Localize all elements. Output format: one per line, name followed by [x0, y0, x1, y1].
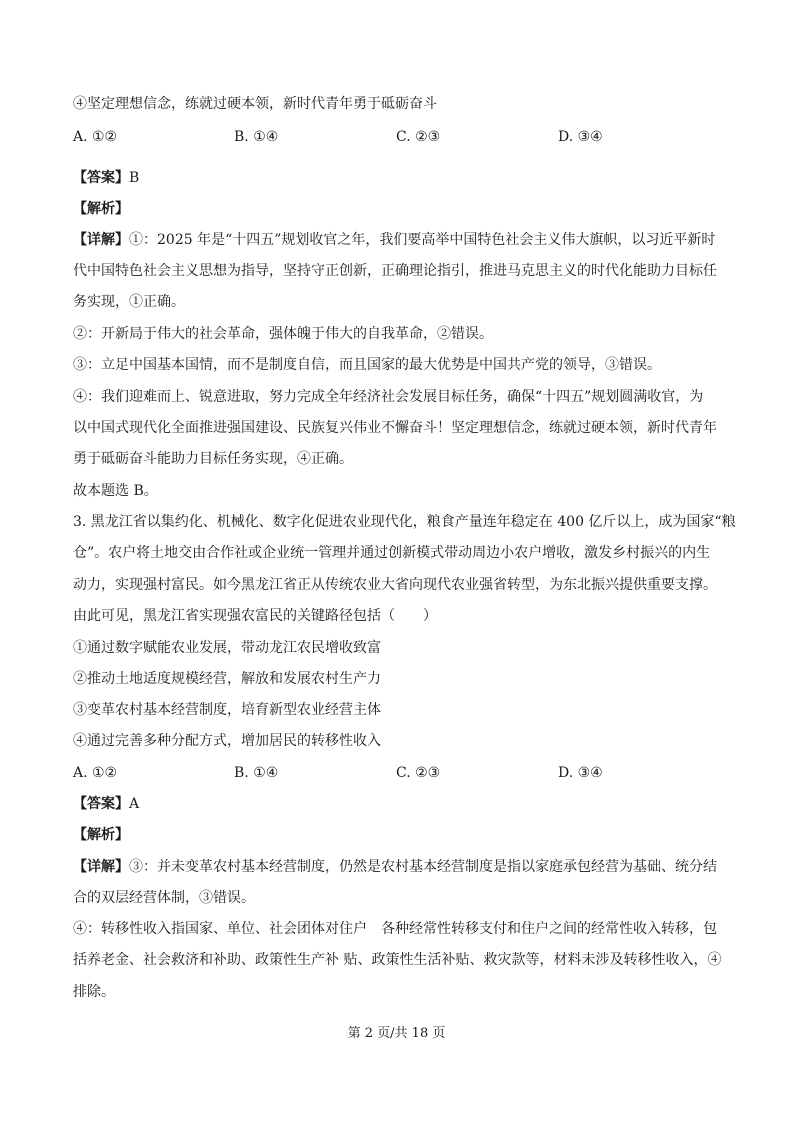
- q3-analysis-heading: 【解析】: [73, 827, 129, 843]
- q2-option-c: C. ②③: [396, 129, 441, 145]
- q3-detail-line: 合的双层经营体制，③错误。: [73, 890, 255, 906]
- q3-option-b: B. ①④: [234, 765, 279, 781]
- q2-detail-line: 以中国式现代化全面推进强国建设、民族复兴伟业不懈奋斗！坚定理想信念，练就过硬本领，新时代青年: [73, 420, 717, 436]
- q2-detail-line: ③：立足中国基本国情，而不是制度自信，而且国家的最大优势是中国共产党的领导，③错误。: [73, 357, 661, 373]
- page-footer: 第 2 页/共 18 页: [347, 1026, 446, 1041]
- detail-tag: 【详解】: [73, 859, 129, 875]
- q2-analysis-heading: 【解析】: [73, 201, 129, 217]
- q3-stem-line: 仓”。农户将土地交由合作社或企业统一管理并通过创新模式带动周边小农户增收，激发乡村振兴的内生: [73, 545, 711, 561]
- q3-statement-1: ①通过数字赋能农业发展，带动龙江农民增收致富: [73, 640, 381, 656]
- q2-detail-line: ②：开新局于伟大的社会革命，强体魄于伟大的自我革命，②错误。: [73, 326, 493, 342]
- q3-stem-line: 3. 黑龙江省以集约化、机械化、数字化促进农业现代化，粮食产量连年稳定在 400 亿斤以上，成为国家“粮: [73, 514, 736, 530]
- q2-options: [73, 127, 723, 147]
- q3-option-a: A. ①②: [73, 765, 118, 781]
- q3-options: [73, 763, 723, 783]
- q3-answer: [73, 794, 723, 814]
- q3-statement-3: ③变革农村基本经营制度，培育新型农业经营主体: [73, 702, 381, 718]
- answer-value: A: [129, 796, 140, 812]
- q2-statement-4: ④坚定理想信念，练就过硬本领，新时代青年勇于砥砺奋斗: [73, 96, 437, 112]
- q2-detail-line: 务实现，①正确。: [73, 294, 185, 310]
- q2-detail-line: 代中国特色社会主义思想为指导，坚持守正创新，正确理论指引，推进马克思主义的时代化能助力目标任: [73, 263, 717, 279]
- q2-detail-line: 勇于砥砺奋斗能助力目标任务实现，④正确。: [73, 451, 353, 467]
- q3-stem-line: 由此可见，黑龙江省实现强农富民的关键路径包括（ ）: [73, 608, 437, 624]
- q2-detail-line: 【详解】①：2025 年是“十四五”规划收官之年，我们要高举中国特色社会主义伟大旗帜，以习近平新时: [73, 232, 716, 248]
- q3-statement-4: ④通过完善多种分配方式，增加居民的转移性收入: [73, 733, 381, 749]
- answer-tag: 【答案】: [73, 796, 129, 812]
- q3-detail-line: ④：转移性收入指国家、单位、社会团体对住户 各种经常性转移支付和住户之间的经常性收入转移，包: [73, 921, 717, 937]
- q2-option-b: B. ①④: [234, 129, 279, 145]
- q3-detail-line: 【详解】③：并未变革农村基本经营制度，仍然是农村基本经营制度是指以家庭承包经营为基础、统分结: [73, 859, 717, 875]
- q2-conclusion: 故本题选 B。: [73, 483, 158, 499]
- answer-value: B: [129, 170, 140, 186]
- q3-option-c: C. ②③: [396, 765, 441, 781]
- detail-tag: 【详解】: [73, 232, 129, 248]
- q2-option-d: D. ③④: [558, 129, 603, 145]
- q3-option-d: D. ③④: [558, 765, 603, 781]
- q3-stem-line: 动力，实现强村富民。如今黑龙江省正从传统农业大省向现代农业强省转型，为东北振兴提供重要支撑。: [73, 577, 717, 593]
- q3-detail-line: 括养老金、社会救济和补助、政策性生产补 贴、政策性生活补贴、救灾款等，材料未涉及转移性收入，④: [73, 952, 722, 968]
- q2-answer: [73, 168, 723, 188]
- q3-statement-2: ②推动土地适度规模经营，解放和发展农村生产力: [73, 671, 381, 687]
- answer-tag: 【答案】: [73, 170, 129, 186]
- q2-option-a: A. ①②: [73, 129, 118, 145]
- q3-detail-line: 排除。: [73, 984, 115, 1000]
- q2-detail-line: ④：我们迎难而上、锐意进取，努力完成全年经济社会发展目标任务，确保“十四五”规划圆满收官，为: [73, 389, 704, 405]
